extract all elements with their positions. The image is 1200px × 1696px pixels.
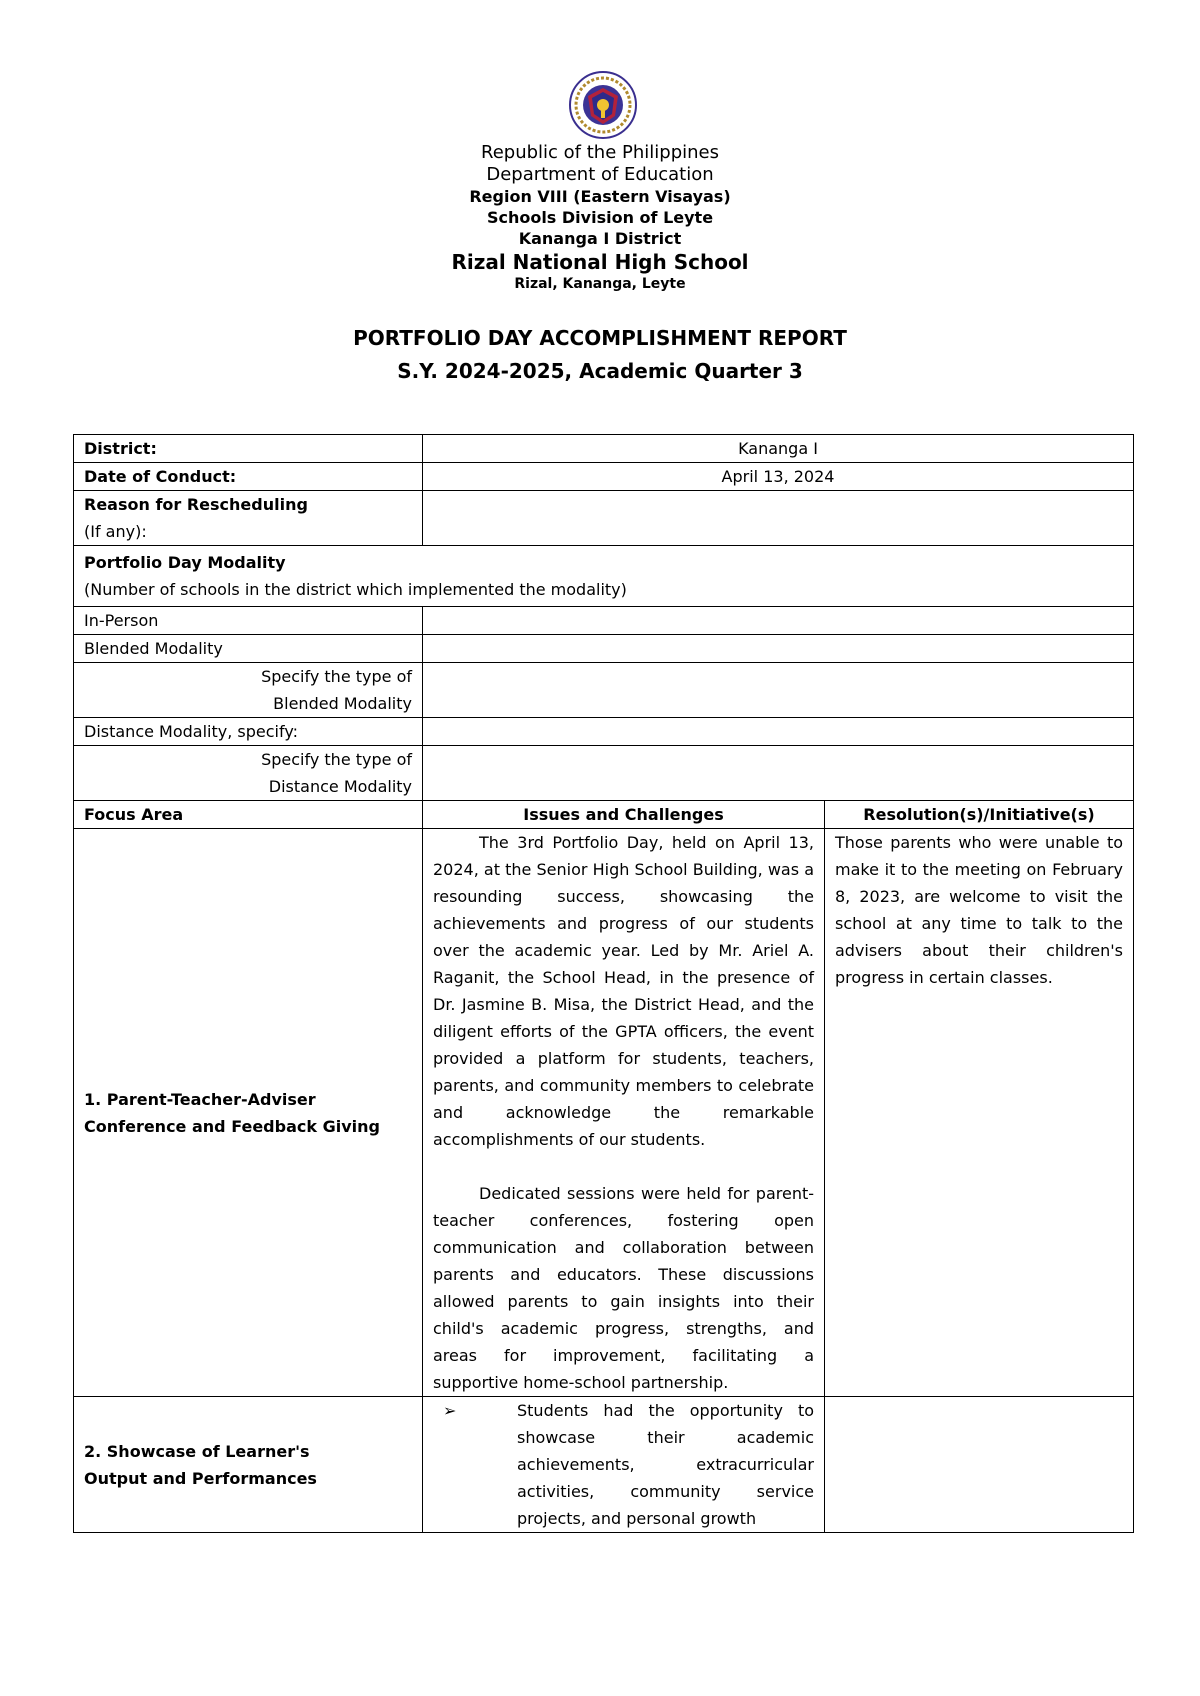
school-address: Rizal, Kananga, Leyte xyxy=(514,276,686,292)
letterhead xyxy=(0,142,1200,294)
row1-issues-cell xyxy=(423,829,825,1397)
col-issues: Issues and Challenges xyxy=(423,801,825,829)
in-person-label: In-Person xyxy=(74,607,423,635)
blended-row xyxy=(74,635,1134,663)
row1-focus-cell xyxy=(74,829,423,1397)
in-person-row xyxy=(74,607,1134,635)
date-row xyxy=(74,463,1134,491)
report-table xyxy=(73,434,1134,1533)
distance-specify-value xyxy=(423,746,1134,801)
reason-value xyxy=(423,491,1134,546)
row1-focus-line2: Conference and Feedback Giving xyxy=(84,1116,380,1136)
distance-value xyxy=(423,718,1134,746)
blended-specify-row xyxy=(74,663,1134,718)
reason-label: Reason for Rescheduling xyxy=(84,495,308,514)
row2-issues-cell xyxy=(423,1397,825,1533)
district-line: Kananga I District xyxy=(518,229,682,248)
row1-issue-paragraph1: The 3rd Portfolio Day, held on April 13, 2024, at the Senior High School Building, was a resounding success, showcasing the achievements and progress of our students over the academic year. Led by Mr. Ariel A. Raganit, the School Head, in the presence of Dr. Jasmine B. Misa, the District Head, and the diligent efforts of the GPTA officers, the event provided a platform for students, teachers, parents, and community members to celebrate and acknowledge the remarkable accomplishments of our students. xyxy=(433,833,814,1149)
row1-resolution-cell xyxy=(825,829,1134,1397)
focus-row-1 xyxy=(74,829,1134,1397)
row2-focus-cell xyxy=(74,1397,423,1533)
modality-cell xyxy=(74,546,1134,607)
blended-value xyxy=(423,635,1134,663)
row2-bullet-item xyxy=(443,1397,814,1532)
blended-label: Blended Modality xyxy=(74,635,423,663)
date-label: Date of Conduct: xyxy=(74,463,423,491)
arrow-bullet-icon: ➢ xyxy=(443,1401,457,1420)
row1-focus-line1: 1. Parent-Teacher-Adviser xyxy=(84,1089,316,1109)
republic-line: Republic of the Philippines xyxy=(481,142,719,163)
distance-label: Distance Modality, specify: xyxy=(74,718,423,746)
focus-row-2 xyxy=(74,1397,1134,1533)
region-line: Region VIII (Eastern Visayas) xyxy=(469,187,731,206)
reason-label-cell xyxy=(74,491,423,546)
blended-specify-line2: Blended Modality xyxy=(273,694,412,713)
row2-focus-line2: Output and Performances xyxy=(84,1468,317,1488)
distance-specify-cell xyxy=(74,746,423,801)
distance-specify-line1: Specify the type of xyxy=(261,750,412,769)
report-subtitle: S.Y. 2024-2025, Academic Quarter 3 xyxy=(397,359,803,383)
division-line: Schools Division of Leyte xyxy=(486,208,714,227)
district-value: Kananga I xyxy=(423,435,1134,463)
row2-resolution-cell xyxy=(825,1397,1134,1533)
district-label: District: xyxy=(74,435,423,463)
row1-resolution-text: Those parents who were unable to make it to the meeting on February 8, 2023, are welcome to visit the school at any time to talk to the advisers about their children's progress in certain classes. xyxy=(835,833,1123,987)
school-name: Rizal National High School xyxy=(451,250,749,274)
paragraph-gap xyxy=(433,1153,814,1180)
blended-specify-line1: Specify the type of xyxy=(261,667,412,686)
row2-issue-bullet-text: Students had the opportunity to showcase their academic achievements, extracurricular activities, community service projects, and personal growth xyxy=(517,1401,814,1528)
distance-row xyxy=(74,718,1134,746)
col-resolution: Resolution(s)/Initiative(s) xyxy=(825,801,1134,829)
in-person-value xyxy=(423,607,1134,635)
modality-row xyxy=(74,546,1134,607)
date-value: April 13, 2024 xyxy=(423,463,1134,491)
reason-sub: (If any): xyxy=(84,522,147,541)
distance-specify-row xyxy=(74,746,1134,801)
blended-specify-value xyxy=(423,663,1134,718)
modality-label: Portfolio Day Modality xyxy=(84,553,286,572)
col-focus-area: Focus Area xyxy=(74,801,423,829)
row2-focus-line1: 2. Showcase of Learner's xyxy=(84,1441,310,1461)
modality-sub: (Number of schools in the district which implemented the modality) xyxy=(84,580,627,599)
report-title: PORTFOLIO DAY ACCOMPLISHMENT REPORT xyxy=(353,326,847,350)
row1-issue-paragraph2: Dedicated sessions were held for parent-teacher conferences, fostering open communication and collaboration between parents and educators. These discussions allowed parents to gain insights into their child's academic progress, strengths, and areas for improvement, facilitating a supportive home-school partnership. xyxy=(433,1184,814,1392)
reason-row xyxy=(74,491,1134,546)
deped-seal-icon xyxy=(568,70,638,140)
blended-specify-cell xyxy=(74,663,423,718)
distance-specify-line2: Distance Modality xyxy=(268,777,412,796)
department-line: Department of Education xyxy=(486,164,714,185)
district-row xyxy=(74,435,1134,463)
column-header-row xyxy=(74,801,1134,829)
